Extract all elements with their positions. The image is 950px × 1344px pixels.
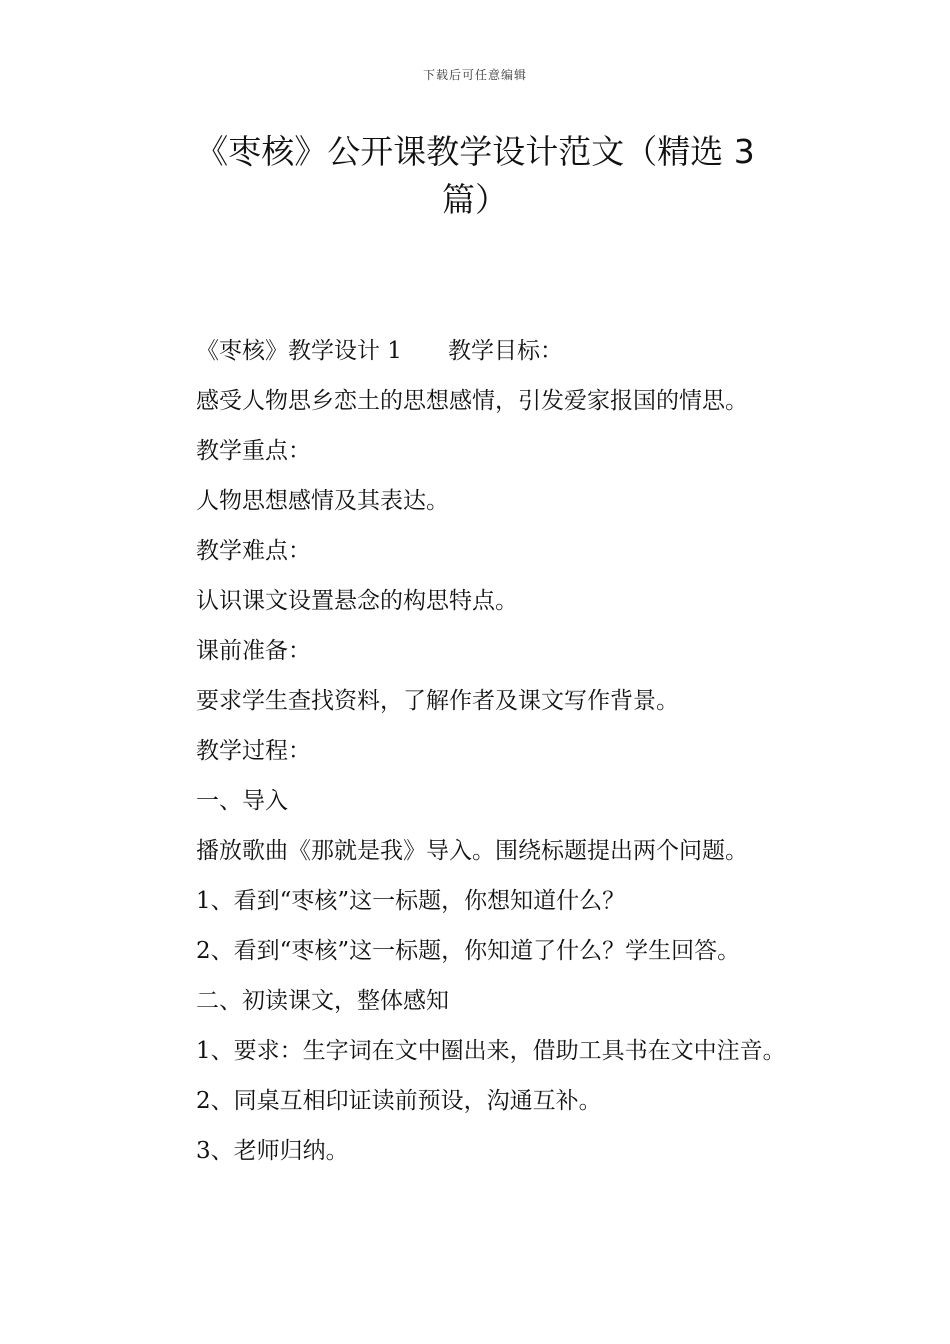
header-note: 下载后可任意编辑 [422,68,527,82]
paragraph: 2、同桌互相印证读前预设，沟通互补。 [196,1088,602,1114]
paragraph: 感受人物思乡恋土的思想感情，引发爱家报国的情思。 [196,388,748,414]
paragraph: 一、导入 [196,788,288,814]
document-body [145,326,810,1176]
paragraph: 教学难点： [196,538,311,564]
paragraph: 认识课文设置悬念的构思特点。 [196,588,518,614]
paragraph: 播放歌曲《那就是我》导入。围绕标题提出两个问题。 [196,838,748,864]
paragraph: 3、老师归纳。 [196,1138,349,1164]
paragraph: 人物思想感情及其表达。 [196,488,449,514]
section-heading-line [145,326,810,376]
design-heading: 《枣核》教学设计 1 [196,338,402,364]
paragraph: 2、看到“枣核”这一标题，你知道了什么？学生回答。 [196,938,741,964]
paragraph: 课前准备： [196,638,311,664]
document-title [150,128,800,224]
paragraph: 1、要求：生字词在文中圈出来，借助工具书在文中注音。 [196,1038,786,1064]
paragraph: 二、初读课文，整体感知 [196,988,449,1014]
title-line-1: 《枣核》公开课教学设计范文（精选 3 [195,132,755,171]
title-line-2: 篇） [442,180,508,219]
paragraph: 1、看到“枣核”这一标题，你想知道什么？ [196,888,626,914]
paragraph: 教学重点： [196,438,311,464]
paragraph: 要求学生查找资料，了解作者及课文写作背景。 [196,688,679,714]
paragraph: 教学过程： [196,738,311,764]
objectives-heading: 教学目标： [447,338,563,364]
